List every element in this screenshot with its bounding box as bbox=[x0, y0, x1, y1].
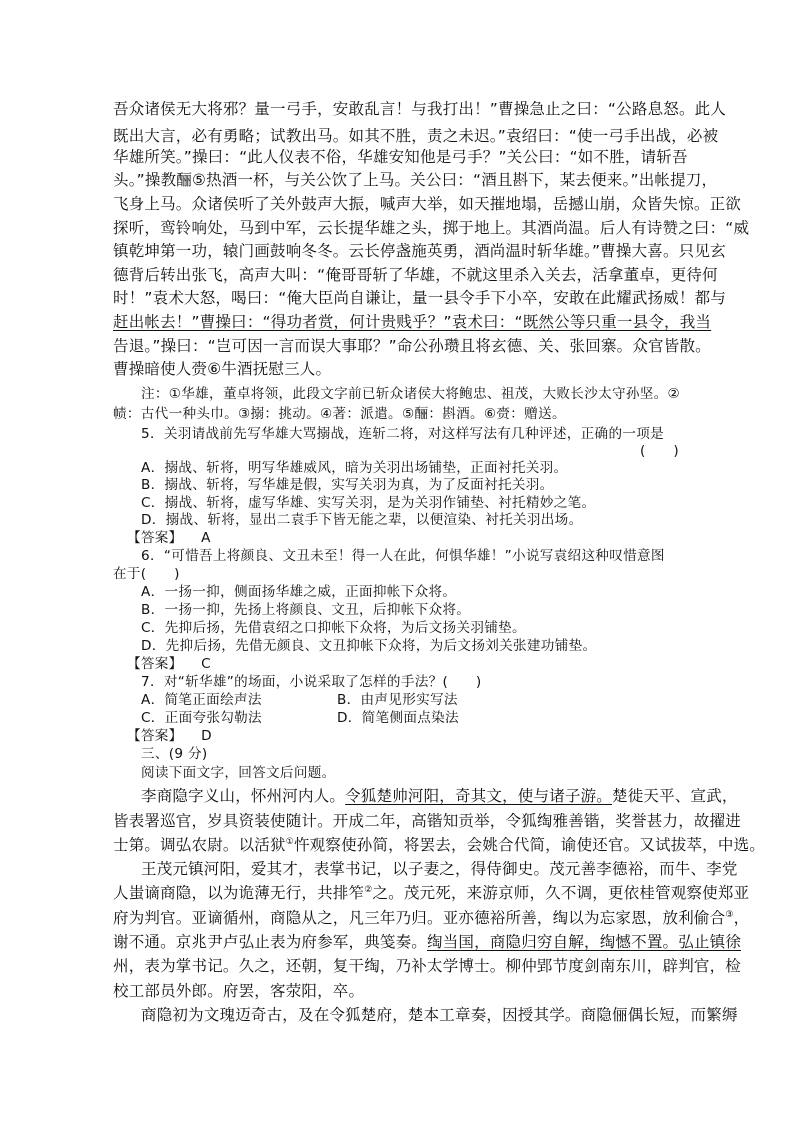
passage2-p1-line-1 bbox=[141, 786, 738, 806]
q5-option-c: C．搦战、斩将，虚写华雄、实写关羽，是为关羽作铺垫、衬托精妙之笔。 bbox=[141, 495, 596, 511]
q5-option-b: B．搦战、斩将，写华雄是假，实写关羽为真，为了反面衬托关羽。 bbox=[141, 477, 554, 493]
text-run: 李商隐字义山，怀州河内人。 bbox=[141, 787, 346, 805]
passage2-p3-line-1: 商隐初为文瑰迈奇古，及在令狐楚府，楚本工章奏，因授其学。商隐俪偶长短，而繁缛 bbox=[141, 1006, 738, 1024]
q7-answer bbox=[127, 726, 212, 746]
notes-line-2: 帻：古代一种头巾。③搦：挑动。④著：派遣。⑤酾：斟酒。⑥赍：赠送。 bbox=[113, 406, 566, 422]
q7-option-c: C．正面夸张勾勒法 bbox=[141, 710, 262, 726]
q6-option-b: B．一扬一抑，先扬上将颜良、文丑，后抑帐下众将。 bbox=[141, 602, 471, 618]
passage2-p2-line-5: 州，表为掌书记。久之，还朝，复干绹，乃补太学博士。柳仲郢节度剑南东川，辟判官，检 bbox=[113, 957, 742, 975]
passage2-p2-line-6: 校工部员外郎。府罢，客荥阳，卒。 bbox=[113, 982, 365, 1000]
q6-stem-line-1: 6．“可惜吾上将颜良、文丑未至！得一人在此，何惧华雄！”小说写袁绍这种叹惜意图 bbox=[141, 548, 665, 564]
passage1-line-4: 头。”操教酾⑤热酒一杯，与关公饮了上马。关公曰：“酒且斟下，某去便来。”出帐提刀， bbox=[113, 171, 718, 189]
footnote-marker: ② bbox=[364, 885, 373, 895]
text-run: 府为判官。亚谪循州，商隐从之，凡三年乃归。亚亦德裕所善，绹以为忘家恩，放利偷合 bbox=[113, 909, 726, 927]
q5-option-a: A．搦战、斩将，明写华雄威风，暗为关羽出场铺垫，正面衬托关羽。 bbox=[141, 460, 568, 476]
passage1-line-10: 赶出帐去！”曹操曰：“得功者赏，何计贵贱乎？”袁术曰：“既然公等只重一县令，我当 bbox=[113, 313, 712, 331]
text-run: ， bbox=[733, 909, 750, 927]
underlined-sentence: 弘止镇徐 bbox=[678, 933, 742, 951]
notes-line-1: 注：①华雄，董卓将领，此段文字前已斩众诸侯大将鲍忠、祖茂，大败长沙太守孙坚。② bbox=[141, 386, 681, 402]
passage2-p2-line-2 bbox=[113, 883, 749, 903]
text-run: 人蚩谪商隐，以为诡薄无行，共排笮 bbox=[113, 884, 365, 902]
answer-label: 【答案】 bbox=[127, 728, 183, 744]
passage2-p1-line-3 bbox=[113, 835, 765, 855]
q5-answer bbox=[127, 528, 211, 548]
text-run: 谢不通。京兆尹卢弘止表为府参军，典笺奏。 bbox=[113, 933, 428, 951]
passage1-line-9: 时！”袁术大怒，喝曰：“俺大臣尚自谦让，量一县令手下小卒，安敢在此耀武扬威！都与 bbox=[113, 289, 727, 307]
passage2-p2-line-3 bbox=[113, 908, 749, 928]
section3-heading: 三、(9 分) bbox=[141, 746, 208, 762]
q5-option-d: D．搦战、斩将，显出二袁手下皆无能之辈，以便渲染、衬托关羽出场。 bbox=[141, 512, 583, 528]
text-run: 忤观察使孙简，将罢去，会姚合代简，谕使还官。又试拔萃，中选。 bbox=[293, 836, 765, 854]
answer-label: 【答案】 bbox=[127, 530, 183, 546]
footnote-marker: ① bbox=[285, 837, 294, 847]
underlined-sentence: 令狐楚帅河阳，奇其文，使与诸子游。 bbox=[345, 787, 613, 805]
passage1-line-1: 吾众诸侯无大将邪？量一弓手，安敢乱言！与我打出！”曹操急止之曰：“公路息怒。此人 bbox=[113, 100, 727, 118]
text-run: 之。茂元死，来游京师，久不调，更依桂管观察使郑亚 bbox=[372, 884, 750, 902]
q6-option-c: C．先抑后扬，先借袁绍之口抑帐下众将，为后文扬关羽铺垫。 bbox=[141, 620, 526, 636]
answer-value: A bbox=[201, 530, 211, 546]
answer-label: 【答案】 bbox=[127, 656, 183, 672]
section3-instruction: 阅读下面文字，回答文后问题。 bbox=[141, 765, 336, 781]
q7-option-d: D．简笔侧面点染法 bbox=[337, 710, 459, 726]
passage1-line-12: 曹操暗使人赍⑥牛酒抚慰三人。 bbox=[113, 360, 332, 378]
passage2-p1-line-2: 皆表署巡官，岁具资装使随计。开成二年，高锴知贡举，令狐绹雅善锴，奖誉甚力，故擢进 bbox=[113, 812, 742, 830]
passage1-line-2: 既出大言，必有勇略；试教出马。如其不胜，责之未迟。”袁绍曰：“使一弓手出战，必被 bbox=[113, 127, 719, 145]
q5-answer-paren: ( ) bbox=[640, 443, 679, 459]
passage2-p2-line-1: 王茂元镇河阳，爱其才，表掌书记，以子妻之，得侍御史。茂元善李德裕，而牛、李党 bbox=[141, 860, 738, 878]
q6-stem-line-2: 在于( ) bbox=[113, 566, 180, 582]
answer-value: C bbox=[201, 656, 211, 672]
text-run: 楚徙天平、宣武， bbox=[612, 787, 738, 805]
answer-value: D bbox=[201, 728, 212, 744]
passage2-p2-line-4 bbox=[113, 932, 741, 952]
text-run: 士第。调弘农尉。以活狱 bbox=[113, 836, 286, 854]
q5-stem: 5．关羽请战前先写华雄大骂搦战，连斩二将，对这样写法有几种评述，正确的一项是 bbox=[141, 426, 665, 442]
passage1-line-5: 飞身上马。众诸侯听了关外鼓声大振，喊声大举，如天摧地塌，岳撼山崩，众皆失惊。正欲 bbox=[113, 195, 742, 213]
passage1-line-8: 德背后转出张飞，高声大叫：“俺哥哥斩了华雄，不就这里杀入关去，活拿董卓，更待何 bbox=[113, 266, 718, 284]
q7-option-a: A．简笔正面绘声法 bbox=[141, 692, 262, 708]
q7-stem: 7．对“斩华雄”的场面，小说采取了怎样的手法？( ) bbox=[141, 674, 482, 690]
passage1-line-7: 镇乾坤第一功，辕门画鼓响冬冬。云长停盏施英勇，酒尚温时斩华雄。”曹操大喜。只见玄 bbox=[113, 242, 726, 260]
q7-option-b: B．由声见形实写法 bbox=[337, 692, 458, 708]
underlined-sentence: 绹当国，商隐归穷自解，绹憾不置。 bbox=[427, 933, 679, 951]
passage1-line-3: 华雄所笑。”操曰：“此人仪表不俗，华雄安知他是弓手？”关公曰：“如不胜，请斩吾 bbox=[113, 148, 688, 166]
q6-answer bbox=[127, 654, 211, 674]
q6-option-a: A．一扬一抑，侧面扬华雄之威，正面抑帐下众将。 bbox=[141, 584, 457, 600]
q6-option-d: D．先抑后扬，先借无颜良、文丑抑帐下众将，为后文扬刘关张建功铺垫。 bbox=[141, 638, 597, 654]
footnote-marker: ③ bbox=[725, 910, 734, 920]
passage1-line-6: 探听，鸾铃响处，马到中军，云长提华雄之头，掷于地上。其酒尚温。后人有诗赞之曰：“威 bbox=[113, 219, 750, 237]
passage1-line-11: 告退。”操曰：“岂可因一言而误大事耶？”命公孙瓒且将玄德、关、张回寨。众官皆散。 bbox=[113, 337, 711, 355]
